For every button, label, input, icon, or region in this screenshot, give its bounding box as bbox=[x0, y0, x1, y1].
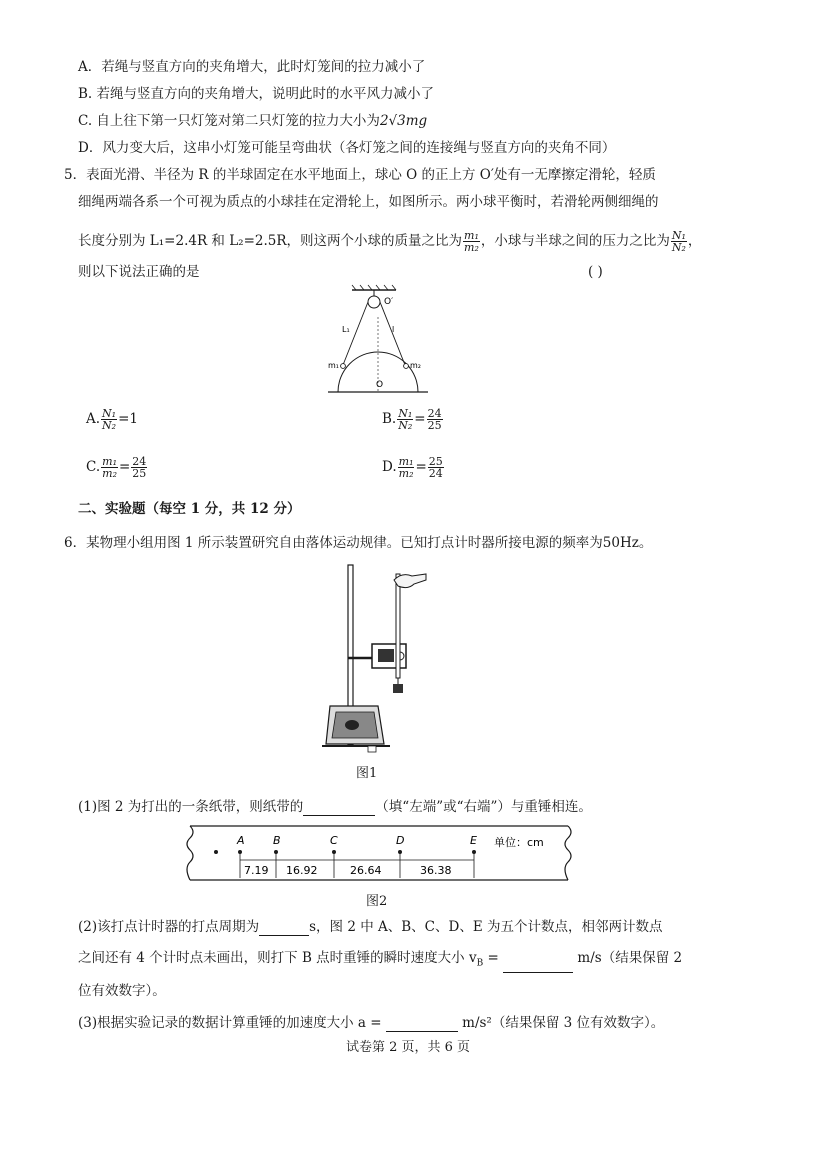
q6-part2-line3: 位有效数字）。 bbox=[78, 983, 166, 999]
frac-num: m₁ bbox=[398, 455, 414, 468]
equals: = bbox=[483, 950, 504, 966]
q5-option-a bbox=[86, 408, 138, 431]
label-m2: m₂ bbox=[410, 361, 421, 370]
option-label: B. bbox=[382, 411, 397, 427]
q6-part2-line1 bbox=[78, 918, 662, 936]
q5-line3-a: 长度分别为 L₁=2.4R 和 L₂=2.5R，则这两个小球的质量之比为 bbox=[78, 233, 463, 249]
frac-num: m₁ bbox=[464, 229, 479, 242]
q6-part1 bbox=[78, 798, 592, 816]
frac-num: 24 bbox=[132, 455, 147, 468]
unit-label: 单位：cm bbox=[494, 836, 544, 849]
q4-option-c-formula: 2√3mg bbox=[379, 113, 428, 129]
force-ratio-fraction bbox=[671, 230, 687, 253]
point-label-a: A bbox=[237, 834, 245, 847]
q6-intro: 6．某物理小组用图 1 所示装置研究自由落体运动规律。已知打点计时器所接电源的频率为50Hz。 bbox=[64, 535, 653, 551]
fig1-caption: 图1 bbox=[356, 766, 378, 781]
answer-blank[interactable] bbox=[503, 958, 573, 973]
part2-line2-tail: m/s（结果保留 2 bbox=[573, 950, 683, 966]
subscript: B bbox=[476, 958, 484, 969]
fraction bbox=[428, 456, 444, 479]
segment-ab: 7.19 bbox=[244, 864, 269, 877]
segment-cd: 26.64 bbox=[350, 864, 382, 877]
answer-blank[interactable] bbox=[303, 801, 375, 816]
frac-num: 24 bbox=[427, 407, 442, 420]
frac-den: 25 bbox=[427, 419, 442, 432]
q5-line2: 细绳两端各系一个可视为质点的小球挂在定滑轮上，如图所示。两小球平衡时，若滑轮两侧细绳的 bbox=[78, 194, 659, 210]
q4-option-d: D．风力变大后，这串小灯笼可能呈弯曲状（各灯笼之间的连接绳与竖直方向的夹角不同） bbox=[78, 140, 616, 156]
tape-points bbox=[236, 834, 477, 854]
q5-option-c: C. $\frac{\text{m₁}}{\text{m₂}}$ = $\frac{24}{25}$ bbox=[86, 455, 147, 480]
segment-de: 36.38 bbox=[420, 864, 452, 877]
fig2-caption: 图2 bbox=[366, 894, 388, 909]
q4-option-a: A．若绳与竖直方向的夹角增大，此时灯笼间的拉力减小了 bbox=[78, 59, 426, 75]
page-footer: 试卷第 2 页，共 6 页 bbox=[345, 1040, 471, 1055]
answer-blank[interactable] bbox=[259, 921, 309, 936]
section-title: 二、实验题（每空 1 分，共 12 分） bbox=[78, 501, 301, 517]
mass-ratio-fraction bbox=[463, 230, 480, 253]
part2-text-b: s，图 2 中 A、B、C、D、E 为五个计数点，相邻两计数点 bbox=[309, 919, 663, 935]
option-label: A. bbox=[86, 411, 101, 427]
option-label: C. bbox=[86, 459, 101, 475]
label-l: l bbox=[392, 325, 395, 334]
free-fall-apparatus-figure bbox=[320, 560, 440, 760]
paper-tape-figure bbox=[182, 820, 572, 884]
fraction bbox=[398, 456, 415, 479]
q5-line3-c: ， bbox=[687, 233, 702, 249]
label-o-prime: O′ bbox=[384, 297, 394, 307]
part2-line2-text: 之间还有 4 个计时点未画出，则打下 B 点时重锤的瞬时速度大小 v bbox=[78, 950, 477, 966]
part3-text-a: (3)根据实验记录的数据计算重锤的加速度大小 a = bbox=[78, 1015, 386, 1031]
q5-line3 bbox=[78, 226, 701, 256]
part1-text-a: (1)图 2 为打出的一条纸带，则纸带的 bbox=[78, 799, 304, 815]
frac-den: m₂ bbox=[102, 467, 117, 480]
frac-num: N₁ bbox=[102, 407, 117, 420]
frac-den: N₂ bbox=[398, 419, 413, 432]
point-label-d: D bbox=[396, 834, 405, 847]
q4-option-c-text: C. 自上往下第一只灯笼对第二只灯笼的拉力大小为 bbox=[78, 113, 380, 129]
option-label: D. bbox=[382, 459, 397, 475]
frac-den: m₂ bbox=[464, 241, 479, 254]
frac-num: m₁ bbox=[102, 455, 117, 468]
answer-paren: ( ) bbox=[588, 264, 603, 280]
fraction bbox=[131, 456, 147, 479]
part1-text-b: （填“左端”或“右端”）与重锤相连。 bbox=[375, 799, 592, 815]
point-label-b: B bbox=[273, 834, 281, 847]
label-m1: m₁ bbox=[328, 361, 339, 370]
frac-den: N₂ bbox=[102, 419, 117, 432]
label-o: O bbox=[376, 380, 384, 390]
pulley-hemisphere-figure bbox=[316, 282, 436, 400]
frac-num: N₁ bbox=[671, 229, 686, 242]
fraction bbox=[427, 408, 443, 431]
part2-text-a: (2)该打点计时器的打点周期为 bbox=[78, 919, 260, 935]
part3-text-b: m/s²（结果保留 3 位有效数字）。 bbox=[457, 1015, 665, 1031]
q4-option-b: B. 若绳与竖直方向的夹角增大，说明此时的水平风力减小了 bbox=[78, 86, 435, 102]
label-l1: L₁ bbox=[342, 325, 350, 334]
fraction bbox=[101, 456, 118, 479]
segment-bc: 16.92 bbox=[286, 864, 318, 877]
q5-line1: 5．表面光滑、半径为 R 的半球固定在水平地面上，球心 O 的正上方 O′处有一无摩擦定滑轮，轻质 bbox=[64, 167, 656, 183]
point-label-e: E bbox=[470, 834, 477, 847]
point-label-c: C bbox=[330, 834, 338, 847]
q4-option-c bbox=[78, 112, 427, 130]
frac-den: 25 bbox=[132, 467, 147, 480]
q6-part2-line2 bbox=[78, 949, 682, 973]
q5-option-d: D. $\frac{\text{m₁}}{\text{m₂}}$ = $\frac{25}{24}$ bbox=[382, 455, 443, 480]
frac-den: 24 bbox=[428, 467, 443, 480]
q5-line4: 则以下说法正确的是 bbox=[78, 264, 200, 280]
frac-den: N₂ bbox=[671, 241, 686, 254]
answer-blank[interactable] bbox=[386, 1017, 458, 1032]
frac-num: N₁ bbox=[398, 407, 413, 420]
option-rhs: =1 bbox=[118, 411, 138, 427]
q5-line3-b: ，小球与半球之间的压力之比为 bbox=[480, 233, 670, 249]
q5-option-b: B. $\frac{\text{N₁}}{\text{N₂}}$ = $\frac{24}{25}$ bbox=[382, 407, 442, 432]
fraction bbox=[397, 408, 413, 431]
frac-num: 25 bbox=[428, 455, 443, 468]
fraction bbox=[101, 408, 117, 431]
q6-part3 bbox=[78, 1014, 664, 1032]
frac-den: m₂ bbox=[398, 467, 414, 480]
